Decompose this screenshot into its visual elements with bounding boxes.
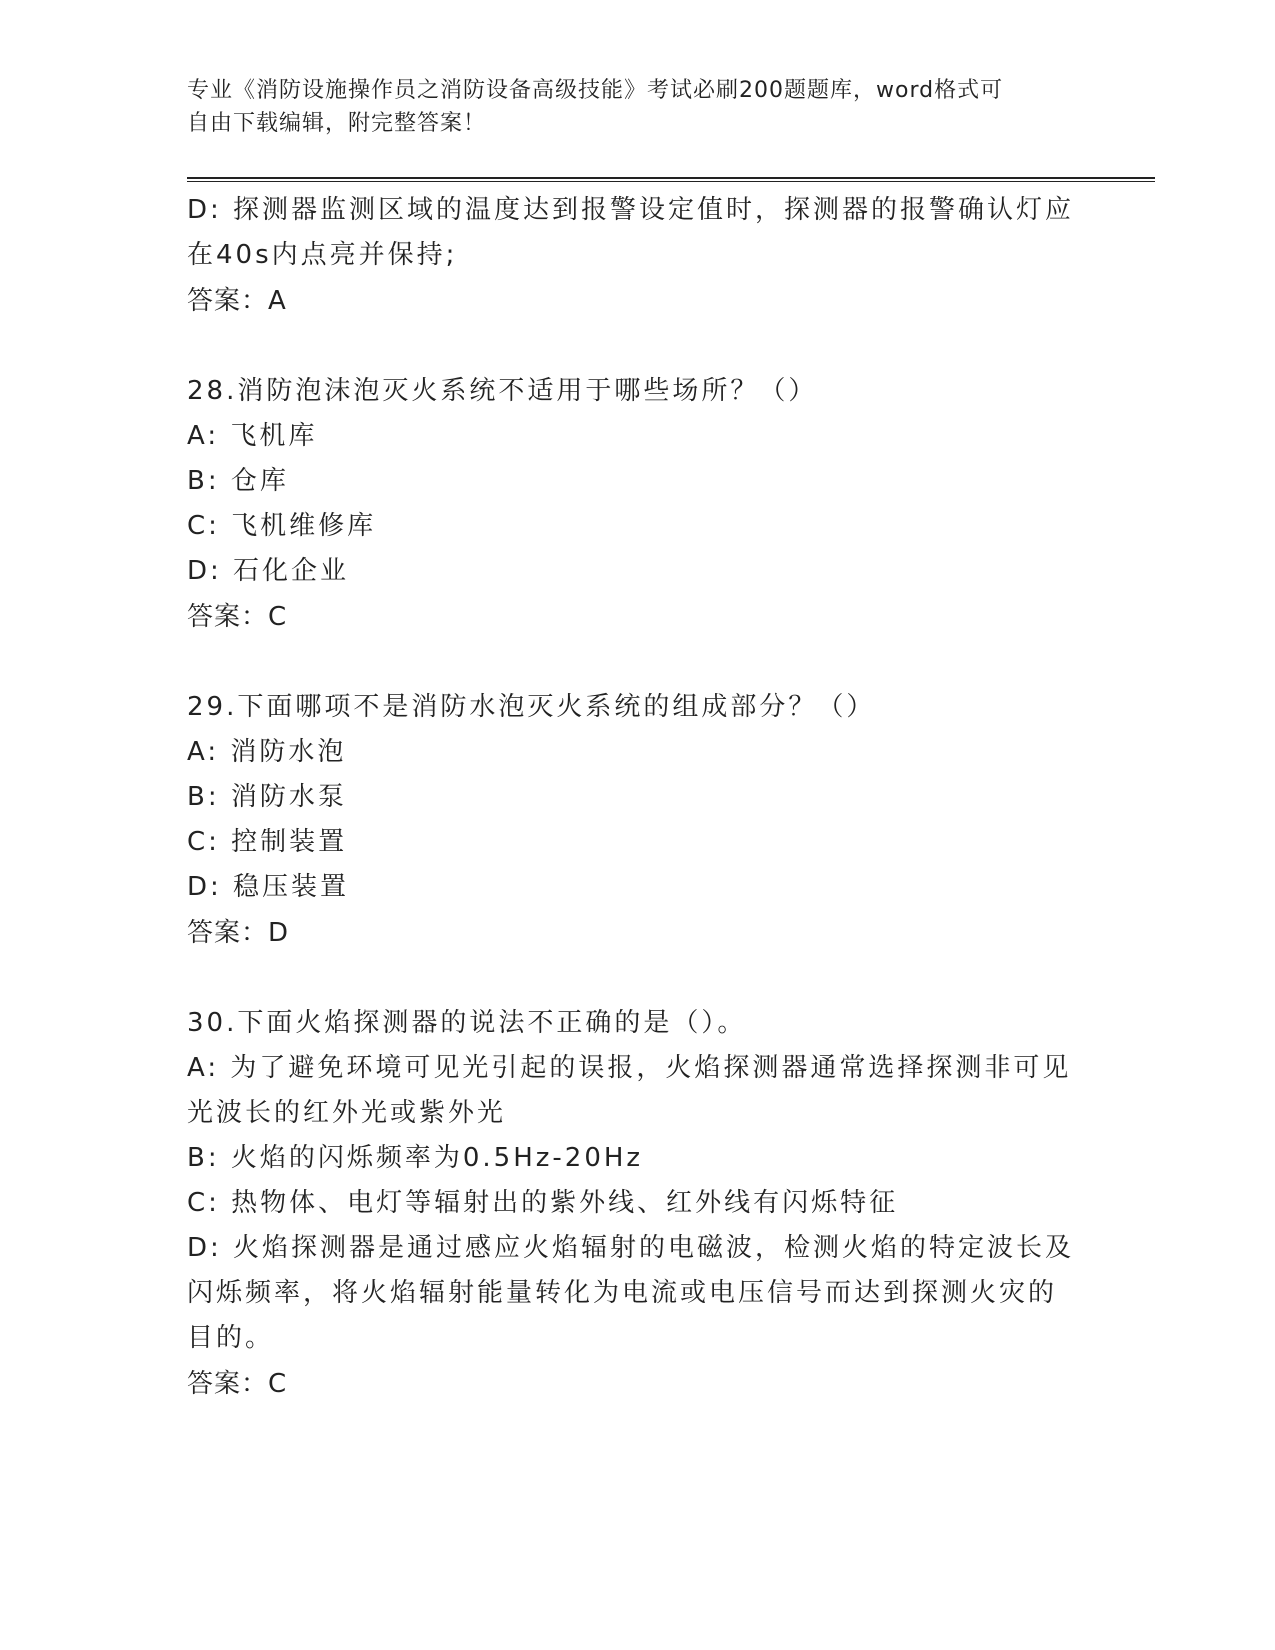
option-a: A: 消防水泡 bbox=[187, 737, 347, 767]
answer-line: 答案：C bbox=[187, 1369, 288, 1399]
option-d: D: 稳压装置 bbox=[187, 872, 350, 902]
option-d: D: 石化企业 bbox=[187, 556, 350, 586]
answer-line: 答案：D bbox=[187, 918, 290, 948]
question-stem: 29.下面哪项不是消防水泡灭火系统的组成部分？（） bbox=[187, 692, 876, 722]
spacer bbox=[187, 640, 1087, 685]
option-d: D: 探测器监测区域的温度达到报警设定值时，探测器的报警确认灯应 bbox=[187, 195, 1075, 225]
option-d-continued: 在40s内点亮并保持; bbox=[187, 240, 458, 270]
option-d: D: 火焰探测器是通过感应火焰辐射的电磁波，检测火焰的特定波长及 bbox=[187, 1233, 1075, 1263]
option-b: B: 火焰的闪烁频率为0.5Hz-20Hz bbox=[187, 1143, 644, 1173]
option-d-continued: 目的。 bbox=[187, 1323, 275, 1353]
question-content bbox=[187, 188, 1087, 1407]
option-a: A: 飞机库 bbox=[187, 421, 318, 451]
spacer bbox=[187, 956, 1087, 1001]
option-a: A: 为了避免环境可见光引起的误报，火焰探测器通常选择探测非可见 bbox=[187, 1053, 1072, 1083]
option-b: B: 消防水泵 bbox=[187, 782, 347, 812]
option-c: C: 控制装置 bbox=[187, 827, 348, 857]
previous-question-tail bbox=[187, 188, 1087, 324]
question-30 bbox=[187, 1001, 1087, 1407]
header-line-2: 自由下载编辑，附完整答案！ bbox=[187, 111, 487, 136]
option-b: B: 仓库 bbox=[187, 466, 289, 496]
spacer bbox=[187, 324, 1087, 369]
question-stem: 30.下面火焰探测器的说法不正确的是（）。 bbox=[187, 1008, 747, 1038]
question-stem: 28.消防泡沫泡灭火系统不适用于哪些场所？（） bbox=[187, 376, 818, 406]
question-28 bbox=[187, 369, 1087, 640]
header-divider bbox=[187, 177, 1155, 182]
header-line-1: 专业《消防设施操作员之消防设备高级技能》考试必刷200题题库，word格式可 bbox=[187, 78, 1004, 103]
option-d-continued: 闪烁频率，将火焰辐射能量转化为电流或电压信号而达到探测火灾的 bbox=[187, 1278, 1058, 1308]
answer-line: 答案：A bbox=[187, 286, 287, 316]
answer-line: 答案：C bbox=[187, 602, 288, 632]
option-c: C: 飞机维修库 bbox=[187, 511, 377, 541]
question-29 bbox=[187, 685, 1087, 956]
option-c: C: 热物体、电灯等辐射出的紫外线、红外线有闪烁特征 bbox=[187, 1188, 899, 1218]
option-a-continued: 光波长的红外光或紫外光 bbox=[187, 1098, 507, 1128]
page-header bbox=[187, 74, 1067, 140]
